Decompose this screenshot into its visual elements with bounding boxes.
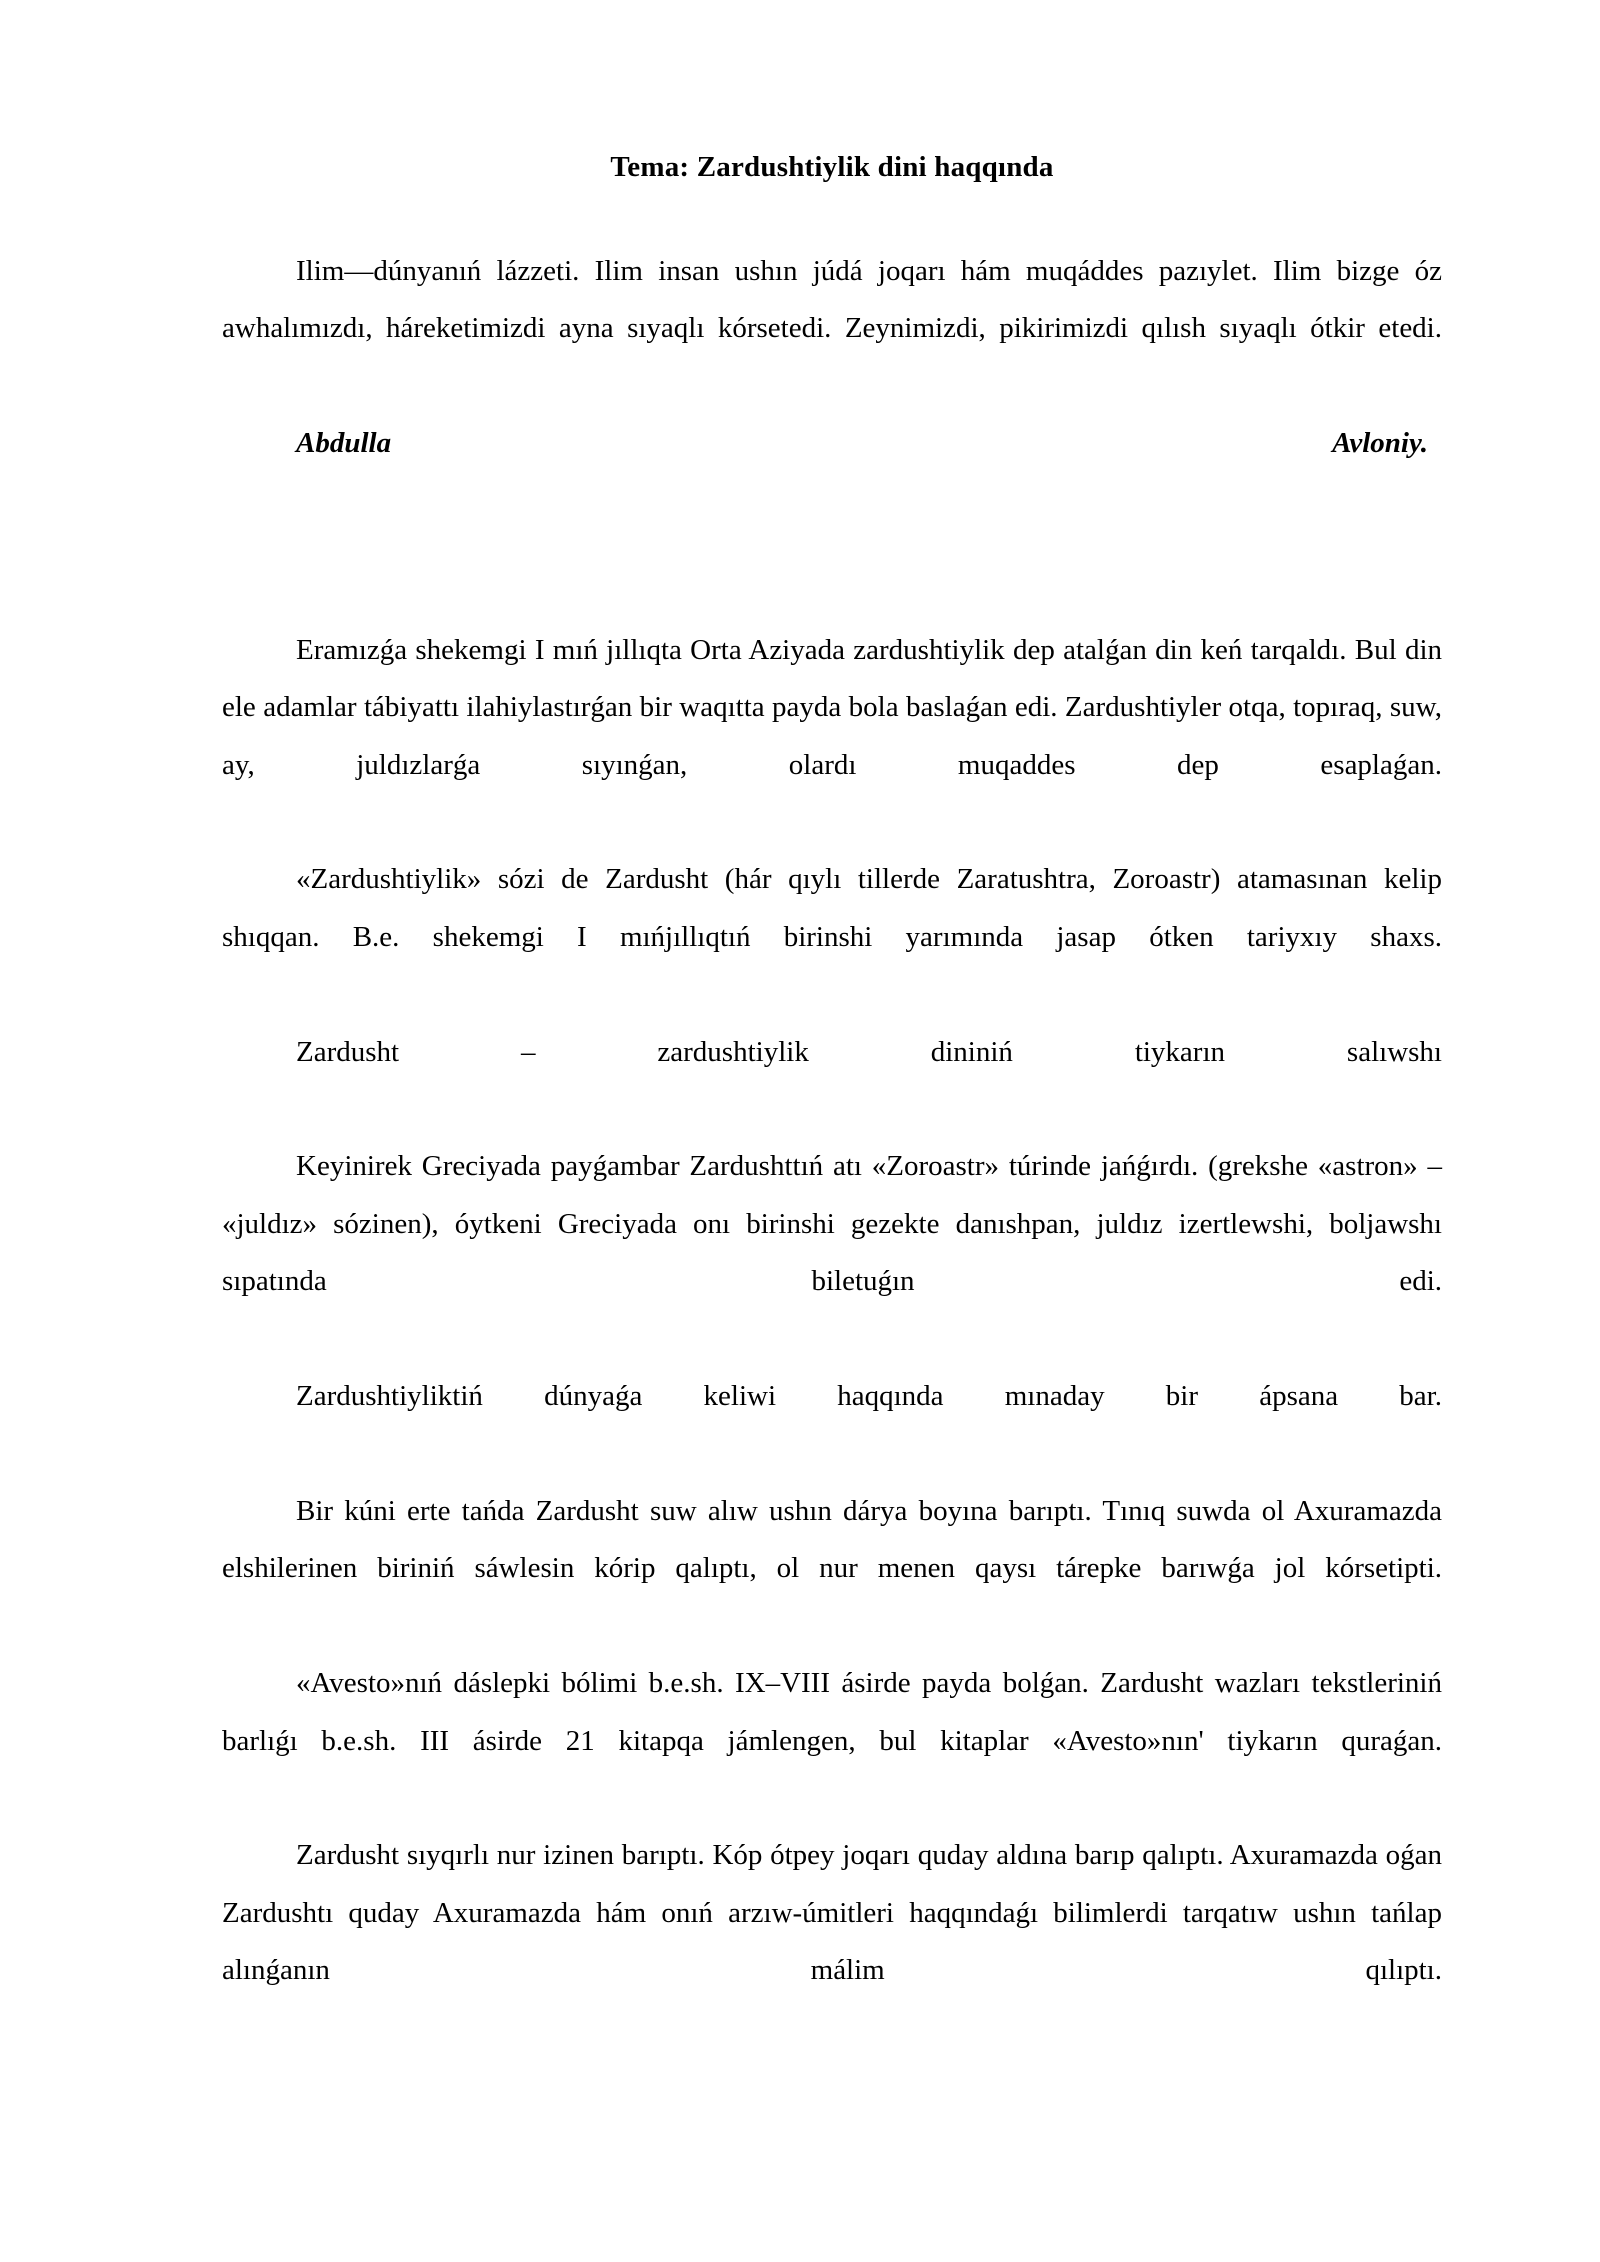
epigraph-block xyxy=(222,243,1442,530)
body-spacer xyxy=(222,530,1442,622)
paragraph: «Zardushtiylik» sózi de Zardusht (hár qıylı tillerde Zaratushtra, Zoroastr) atamasınan kelip shıqqan. B.e. shekemgi I mıńjıllıqtıń birinshi yarımında jasap ótken tariyxıy shaxs. xyxy=(222,863,1442,953)
epigraph-attribution: Abdulla Avloniy. xyxy=(296,427,1428,460)
paragraph: Zardushtiyliktiń dúnyaǵa keliwi haqqında mınaday bir ápsana bar. xyxy=(296,1380,1442,1413)
paragraph: Bir kúni erte tańda Zardusht suw alıw ushın dárya boyına barıptı. Tınıq suwda ol Axuramazda elshilerinen biriniń sáwlesin kórip qalıptı, ol nur menen qaysı tárepke barıwǵa jol kórsetipti. xyxy=(222,1494,1442,1585)
body-text xyxy=(222,622,1442,2057)
paragraph: Keyinirek Greciyada payǵambar Zardushttıń atı «Zoroastr» túrinde jańǵırdı. (grekshe «astron» – «juldız» sózinen), óytkeni Greciyada onı birinshi gezekte danıshpan, juldız izertlewshi, boljawshı sıpatında biletuǵın edi. xyxy=(222,1150,1442,1298)
paragraph: «Avesto»nıń dáslepki bólimi b.e.sh. IX–VIII ásirde payda bolǵan. Zardusht wazları tekstleriniń barlıǵı b.e.sh. III ásirde 21 kitapqa jámlengen, bul kitaplar «Avesto»nın' tiykarın quraǵan. xyxy=(222,1667,1442,1757)
title-spacer xyxy=(222,185,1442,243)
paragraph: Eramızǵa shekemgi I mıń jıllıqta Orta Aziyada zardushtiylik dep atalǵan din keń tarqaldı. Bul din ele adamlar tábiyattı ilahiylastırǵan bir waqıtta payda bola baslaǵan edi. Zardushtiyler otqa, topıraq, suw, ay, juldızlarǵa sıyınǵan, olardı muqaddes dep esaplaǵan. xyxy=(222,633,1442,781)
page-title: Tema: Zardushtiylik dini haqqında xyxy=(610,151,1054,183)
paragraph: Zardusht – zardushtiylik dininiń tiykarın salıwshı xyxy=(296,1035,1442,1068)
paragraph: Zardusht sıyqırlı nur izinen barıptı. Kóp ótpey joqarı quday aldına barıp qalıptı. Axuramazda oǵan Zardushtı quday Axuramazda hám onıń arzıw-úmitleri haqqındaǵı bilimlerdi tarqatıw ushın tańlap alınǵanın málim qılıptı. xyxy=(222,1839,1442,1987)
epigraph-text: Ilim—dúnyanıń lázzeti. Ilim insan ushın júdá joqarı hám muqáddes pazıylet. Ilim bizge óz awhalımızdı, háreketimizdi ayna sıyaqlı kórsetedi. Zeynimizdi, pikirimizdi qılısh sıyaqlı ótkir etedi. xyxy=(222,254,1442,345)
